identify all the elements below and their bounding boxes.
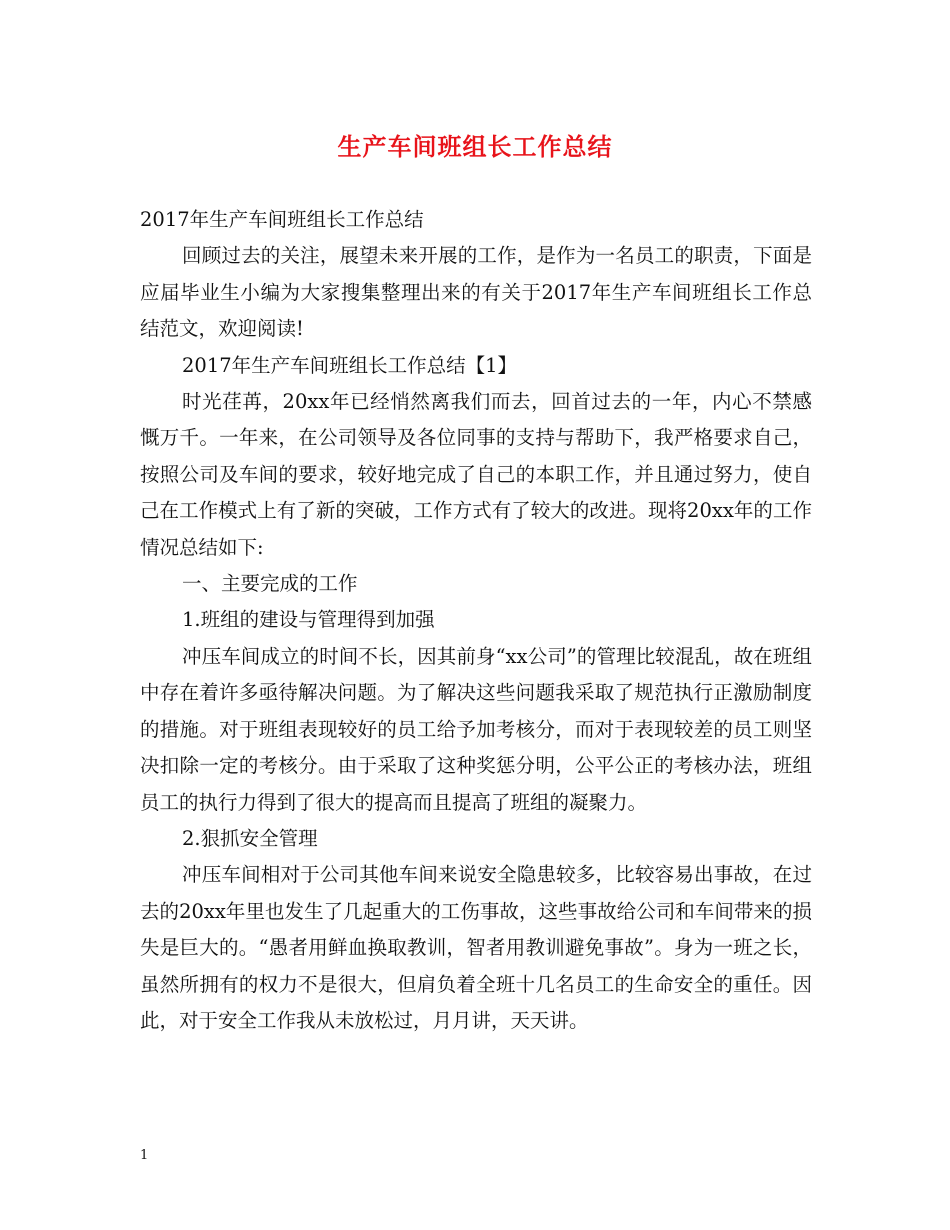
subsection-heading-team-building: 1.班组的建设与管理得到加强 bbox=[182, 608, 435, 632]
subsection-heading-safety: 2.狠抓安全管理 bbox=[182, 826, 318, 850]
page-number: 1 bbox=[140, 1148, 149, 1163]
paragraph-safety: 冲压车间相对于公司其他车间来说安全隐患较多，比较容易出事故，在过去的20xx年里也发生了几起重大的工伤事故，这些事故给公司和车间带来的损失是巨大的。“愚者用鲜血换取教训，智者用教训避免事故”。身为一班之长，虽然所拥有的权力不是很大，但肩负着全班十几名员工的生命安全的重任。因此，对于安全工作我从未放松过，月月讲，天天讲。 bbox=[140, 863, 812, 1032]
paragraph-opening: 时光荏苒，20xx年已经悄然离我们而去，回首过去的一年，内心不禁感慨万千。一年来，在公司领导及各位同事的支持与帮助下，我严格要求自己，按照公司及车间的要求，较好地完成了自己的本职工作，并且通过努力，使自己在工作模式上有了新的突破，工作方式有了较大的改进。现将20xx年的工作情况总结如下: bbox=[140, 390, 812, 559]
paragraph-subtitle: 2017年生产车间班组长工作总结【1】 bbox=[182, 353, 518, 377]
section-heading-main-work: 一、主要完成的工作 bbox=[182, 572, 358, 596]
paragraph-intro: 回顾过去的关注，展望未来开展的工作，是作为一名员工的职责，下面是应届毕业生小编为大家搜集整理出来的有关于2017年生产车间班组长工作总结范文，欢迎阅读! bbox=[140, 244, 812, 341]
paragraph-heading-line: 2017年生产车间班组长工作总结 bbox=[140, 208, 424, 231]
document-body bbox=[140, 202, 812, 1039]
document-title: 生产车间班组长工作总结 bbox=[337, 133, 613, 161]
paragraph-team-building: 冲压车间成立的时间不长，因其前身“xx公司”的管理比较混乱，故在班组中存在着许多亟待解决问题。为了解决这些问题我采取了规范执行正激励制度的措施。对于班组表现较好的员工给予加考核分，而对于表现较差的员工则坚决扣除一定的考核分。由于采取了这种奖惩分明，公平公正的考核办法，班组员工的执行力得到了很大的提高而且提高了班组的凝聚力。 bbox=[140, 644, 812, 814]
